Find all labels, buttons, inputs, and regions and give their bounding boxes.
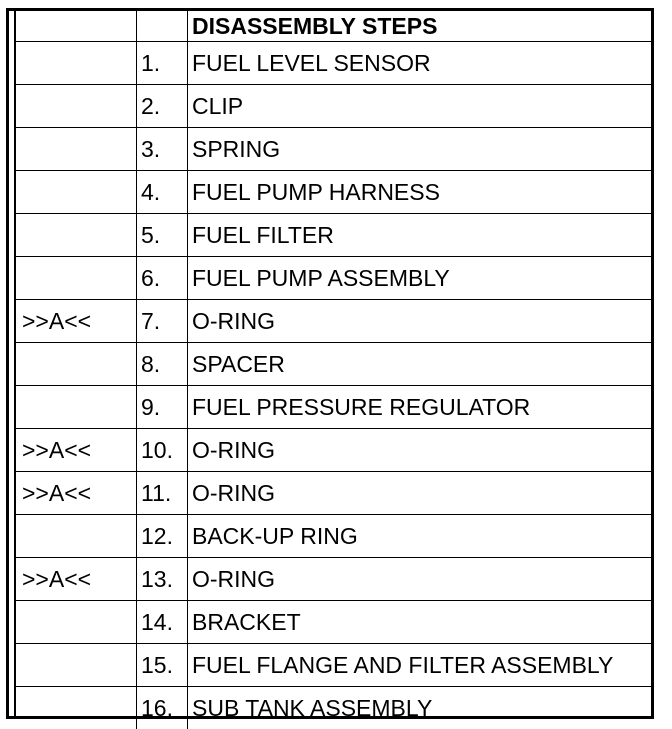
step-note: >>A<< bbox=[16, 558, 137, 601]
step-number: 8. bbox=[137, 343, 188, 386]
step-note: >>A<< bbox=[16, 300, 137, 343]
step-name: SUB TANK ASSEMBLY bbox=[188, 687, 652, 729]
table-row bbox=[16, 429, 651, 472]
table-row bbox=[16, 386, 651, 429]
table-row bbox=[16, 343, 651, 386]
table-row bbox=[16, 472, 651, 515]
step-number: 10. bbox=[137, 429, 188, 472]
step-note bbox=[16, 687, 137, 729]
step-name: FUEL PUMP ASSEMBLY bbox=[188, 257, 652, 300]
table-row bbox=[16, 214, 651, 257]
step-number: 6. bbox=[137, 257, 188, 300]
table-title: DISASSEMBLY STEPS bbox=[188, 11, 652, 42]
step-number: 12. bbox=[137, 515, 188, 558]
step-name: O-RING bbox=[188, 558, 652, 601]
step-number: 13. bbox=[137, 558, 188, 601]
step-note bbox=[16, 386, 137, 429]
table-header-row bbox=[16, 11, 651, 42]
step-number: 14. bbox=[137, 601, 188, 644]
table-row bbox=[16, 515, 651, 558]
step-note: >>A<< bbox=[16, 472, 137, 515]
step-name: FUEL PRESSURE REGULATOR bbox=[188, 386, 652, 429]
table-row bbox=[16, 687, 651, 729]
table-row bbox=[16, 257, 651, 300]
step-name: CLIP bbox=[188, 85, 652, 128]
table-row bbox=[16, 128, 651, 171]
step-name: FUEL PUMP HARNESS bbox=[188, 171, 652, 214]
table-row bbox=[16, 558, 651, 601]
table-row bbox=[16, 300, 651, 343]
step-note bbox=[16, 128, 137, 171]
step-note: >>A<< bbox=[16, 429, 137, 472]
step-number: 1. bbox=[137, 42, 188, 85]
step-note bbox=[16, 171, 137, 214]
step-name: SPACER bbox=[188, 343, 652, 386]
step-name: O-RING bbox=[188, 429, 652, 472]
step-number: 7. bbox=[137, 300, 188, 343]
table-row bbox=[16, 171, 651, 214]
step-name: FUEL FLANGE AND FILTER ASSEMBLY bbox=[188, 644, 652, 687]
disassembly-steps-sheet bbox=[6, 8, 654, 719]
step-number: 9. bbox=[137, 386, 188, 429]
header-number-cell bbox=[137, 11, 188, 42]
step-number: 15. bbox=[137, 644, 188, 687]
header-note-cell bbox=[16, 11, 137, 42]
step-name: SPRING bbox=[188, 128, 652, 171]
table-row bbox=[16, 601, 651, 644]
step-name: O-RING bbox=[188, 300, 652, 343]
step-note bbox=[16, 601, 137, 644]
step-note bbox=[16, 515, 137, 558]
step-note bbox=[16, 343, 137, 386]
step-name: BACK-UP RING bbox=[188, 515, 652, 558]
step-note bbox=[16, 214, 137, 257]
step-name: FUEL LEVEL SENSOR bbox=[188, 42, 652, 85]
step-note bbox=[16, 42, 137, 85]
step-number: 16. bbox=[137, 687, 188, 729]
disassembly-steps-table bbox=[16, 11, 651, 729]
table-row bbox=[16, 85, 651, 128]
step-note bbox=[16, 85, 137, 128]
step-name: BRACKET bbox=[188, 601, 652, 644]
step-number: 4. bbox=[137, 171, 188, 214]
step-number: 11. bbox=[137, 472, 188, 515]
step-number: 3. bbox=[137, 128, 188, 171]
step-name: FUEL FILTER bbox=[188, 214, 652, 257]
step-note bbox=[16, 257, 137, 300]
step-note bbox=[16, 644, 137, 687]
step-number: 5. bbox=[137, 214, 188, 257]
step-name: O-RING bbox=[188, 472, 652, 515]
table-row bbox=[16, 42, 651, 85]
step-number: 2. bbox=[137, 85, 188, 128]
table-row bbox=[16, 644, 651, 687]
